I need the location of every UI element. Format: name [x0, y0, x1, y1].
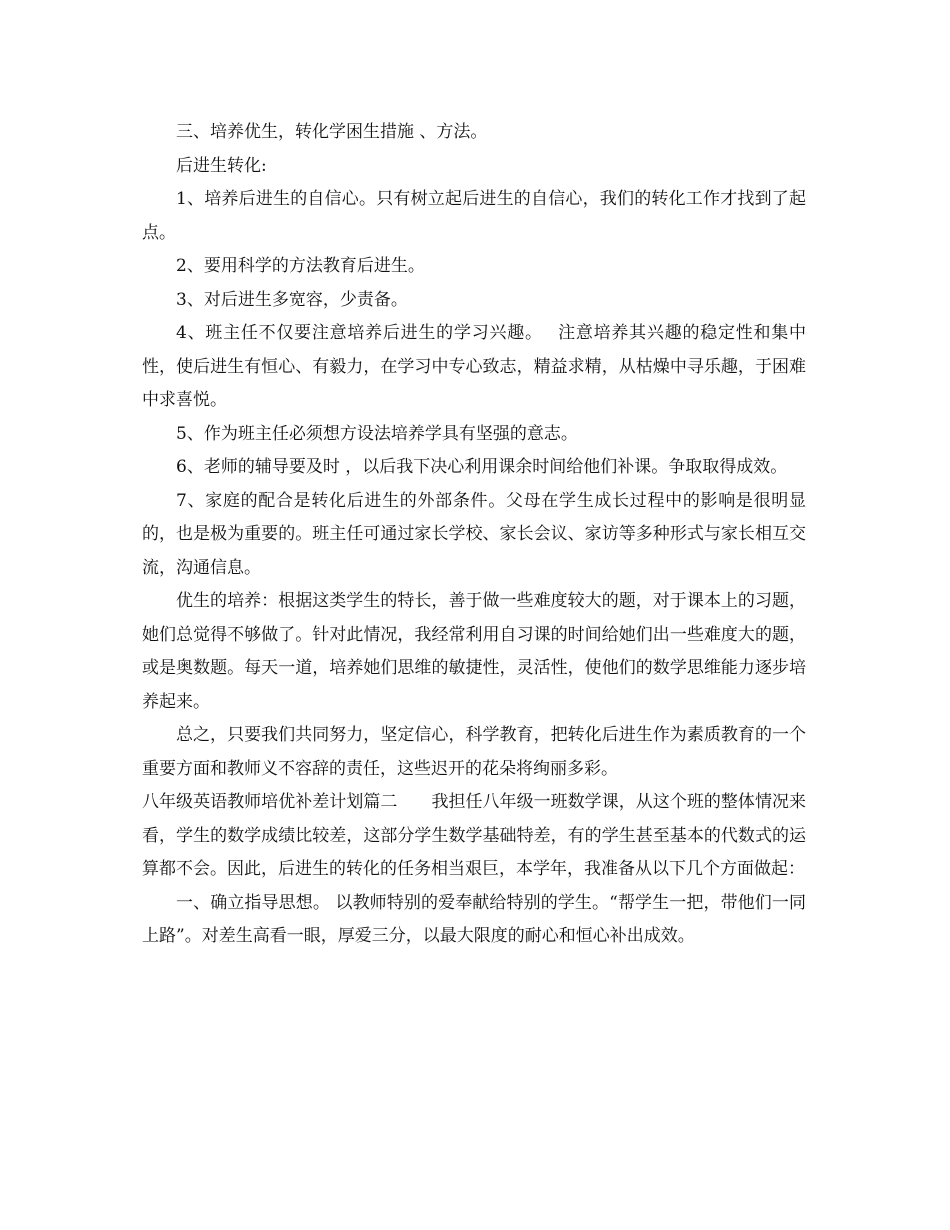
paragraph-summary: 总之，只要我们共同努力，坚定信心，科学教育，把转化后进生作为素质教育的一个重要方面和教师义不容辞的责任，这些迟开的花朵将绚丽多彩。 — [142, 725, 806, 779]
paragraph-laggard-conversion-heading: 后进生转化: — [176, 155, 267, 176]
paragraph-item-3: 3、对后进生多宽容，少责备。 — [176, 289, 408, 310]
paragraph-plan-two-intro: 八年级英语教师培优补差计划篇二 我担任八年级一班数学课，从这个班的整体情况来看，学生的数学成绩比较差，这部分学生数学基础特差，有的学生甚至基本的代数式的运算都不会。因此，后进生的转化的任务相当艰巨，本学年，我准备从以下几个方面做起： — [142, 792, 806, 879]
paragraph-top-student-cultivation: 优生的培养：根据这类学生的特长，善于做一些难度较大的题，对于课本上的习题，她们总觉得不够做了。针对此情况，我经常利用自习课的时间给她们出一些难度大的题，或是奥数题。每天一道，培养她们思维的敏捷性，灵活性，使他们的数学思维能力逐步培养起来。 — [142, 591, 806, 712]
paragraph-item-7: 7、家庭的配合是转化后进生的外部条件。父母在学生成长过程中的影响是很明显的，也是极为重要的。班主任可通过家长学校、家长会议、家访等多种形式与家长相互交流，沟通信息。 — [142, 490, 806, 578]
document-body — [142, 116, 806, 954]
paragraph-item-6: 6、老师的辅导要及时 ，以后我下决心利用课余时间给他们补课。争取取得成效。 — [176, 457, 788, 477]
paragraph-item-5: 5、作为班主任必须想方设法培养学具有坚强的意志。 — [176, 423, 578, 444]
paragraph-item-4: 4、班主任不仅要注意培养后进生的学习兴趣。 注意培养其兴趣的稳定性和集中性，使后进生有恒心、有毅力，在学习中专心致志，精益求精，从枯燥中寻乐趣，于困难中求喜悦。 — [142, 323, 806, 410]
paragraph-guiding-principle: 一、确立指导思想。 以教师特别的爱奉献给特别的学生。“帮学生一把，带他们一同上路”。对差生高看一眼，厚爱三分，以最大限度的耐心和恒心补出成效。 — [142, 892, 806, 946]
paragraph-item-2: 2、要用科学的方法教育后进生。 — [176, 256, 425, 276]
paragraph-section-three-heading: 三、培养优生，转化学困生措施 、方法。 — [176, 122, 488, 142]
paragraph-item-1: 1、培养后进生的自信心。只有树立起后进生的自信心，我们的转化工作才找到了起点。 — [142, 189, 806, 243]
